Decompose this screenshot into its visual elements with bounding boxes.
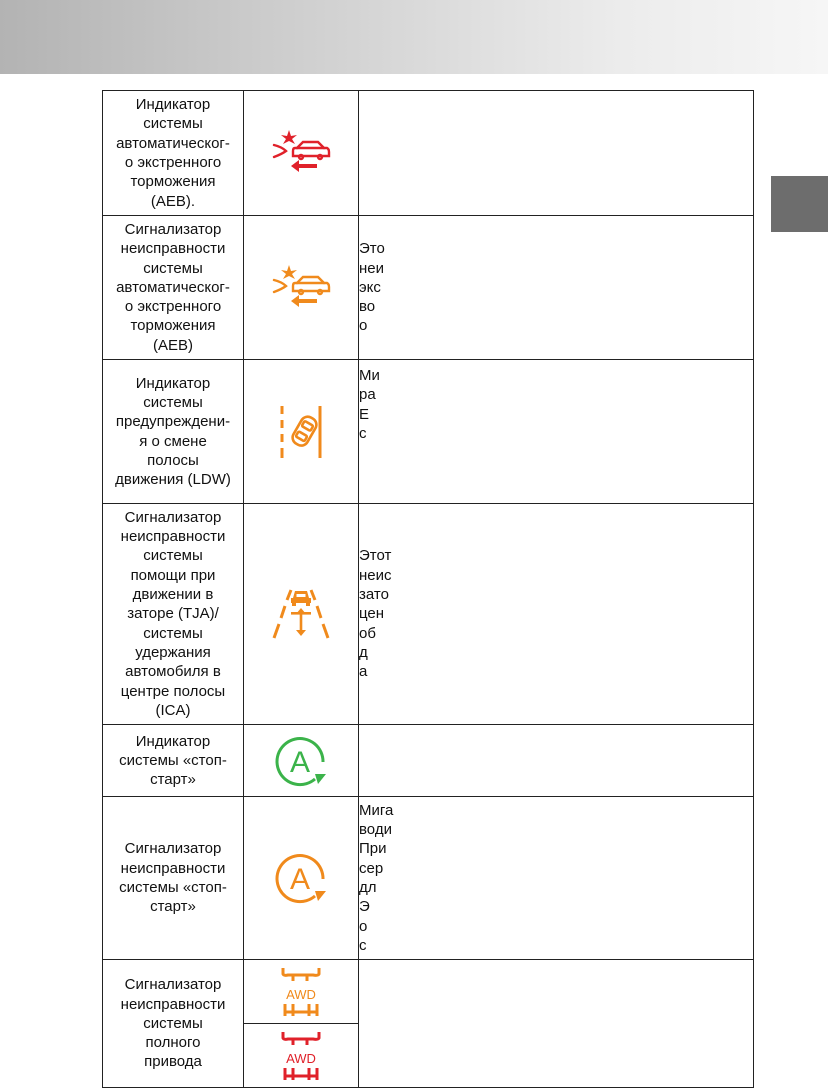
name-line: полного [145, 1034, 201, 1052]
aeb-orange-icon [269, 263, 333, 313]
name-line: автоматическог- [116, 134, 230, 152]
indicator-icon-cell [244, 960, 359, 1024]
name-line: Индикатор [135, 374, 211, 392]
desc-line: Это [359, 240, 385, 258]
desc-line: води [359, 821, 392, 839]
desc-line: об [359, 624, 376, 642]
indicator-name-cell [103, 216, 244, 360]
name-line: помощи при [130, 566, 216, 584]
indicator-icon-cell [244, 725, 359, 797]
desc-line: цен [359, 605, 385, 623]
indicator-description-cell [359, 504, 754, 725]
indicator-description-cell [359, 797, 754, 960]
table-row [103, 504, 754, 725]
name-line: привода [144, 1053, 202, 1071]
indicator-description-cell [359, 725, 754, 797]
desc-line: экс [359, 278, 381, 296]
name-line: автомобиля в [125, 663, 221, 681]
indicator-description-cell [359, 216, 754, 360]
name-line: старт» [150, 771, 196, 789]
desc-line: с [359, 424, 367, 442]
indicator-name-cell [103, 725, 244, 797]
name-line: Индикатор [135, 96, 211, 114]
indicator-name-cell [103, 960, 244, 1088]
tja-ica-icon [271, 586, 331, 642]
desc-line: Э [359, 898, 370, 916]
svg-text:A: A [289, 745, 311, 779]
name-line: (AEB). [150, 192, 196, 210]
name-line: удержания [135, 643, 211, 661]
name-line: движении в [132, 586, 214, 604]
name-line: системы [143, 547, 203, 565]
indicator-icon-cell [244, 360, 359, 504]
desc-line: с [359, 936, 367, 954]
name-line: системы «стоп- [119, 879, 227, 896]
indicator-description-cell [359, 91, 754, 216]
name-line: старт» [150, 898, 196, 916]
name-line: Сигнализатор [124, 840, 222, 858]
svg-text:A: A [289, 863, 311, 896]
name-line: полосы [147, 451, 199, 469]
desc-line: о [359, 317, 368, 335]
auto-stop-start-orange-icon [271, 849, 331, 907]
name-line: системы [143, 393, 203, 411]
name-line: центре полосы [120, 682, 226, 700]
desc-line: неи [359, 259, 385, 277]
name-line: системы «стоп- [119, 751, 227, 769]
name-line: Сигнализатор [124, 508, 222, 526]
indicator-name-cell [103, 797, 244, 960]
table-row [103, 960, 754, 1024]
desc-line: неис [359, 566, 392, 584]
table-row [103, 216, 754, 360]
desc-line: д [359, 643, 368, 661]
name-line: заторе (TJA)/ [127, 605, 219, 623]
indicator-name-cell [103, 360, 244, 504]
name-line: неисправности [120, 528, 226, 546]
auto-stop-start-green-icon [271, 732, 331, 790]
name-line: я о смене [139, 432, 207, 450]
name-line: системы [143, 259, 203, 277]
indicator-icon-cell [244, 504, 359, 725]
indicator-icon-cell [244, 216, 359, 360]
desc-line: сер [359, 859, 384, 877]
awd-orange-icon [279, 964, 323, 1020]
name-line: системы [143, 1014, 203, 1032]
indicator-name-cell [103, 504, 244, 725]
desc-line: во [359, 298, 376, 316]
chapter-side-tab [771, 176, 828, 232]
name-line: неисправности [120, 995, 226, 1013]
name-line: неисправности [120, 240, 226, 258]
name-line: торможения [130, 317, 216, 335]
name-line: автоматическог- [116, 278, 230, 296]
indicator-icon-cell [244, 797, 359, 960]
name-line: о экстренного [124, 298, 222, 316]
desc-line: Е [359, 405, 370, 423]
desc-line: зато [359, 586, 389, 604]
name-line: Сигнализатор [124, 220, 222, 238]
name-line: системы [143, 115, 203, 133]
name-line: движения (LDW) [115, 471, 231, 489]
table-row [103, 797, 754, 960]
name-line: (ICA) [155, 701, 191, 719]
indicator-description-cell [359, 360, 754, 504]
table-row [103, 725, 754, 797]
desc-line: дл [359, 879, 377, 896]
name-line: системы [143, 624, 203, 642]
name-line: торможения [130, 173, 216, 191]
name-line: неисправности [120, 859, 226, 877]
desc-line: Ми [359, 367, 380, 384]
indicator-name-cell [103, 91, 244, 216]
desc-line: Этот [359, 547, 392, 565]
indicator-icon-cell [244, 1024, 359, 1088]
awd-label: AWD [286, 986, 316, 1002]
indicator-description-cell [359, 960, 754, 1088]
aeb-red-icon [269, 128, 333, 178]
desc-line: При [359, 840, 387, 858]
ldw-icon [276, 404, 326, 460]
table-row [103, 360, 754, 504]
table-row [103, 91, 754, 216]
awd-red-icon [279, 1028, 323, 1084]
desc-line: о [359, 917, 368, 935]
awd-label: AWD [286, 1050, 316, 1066]
name-line: (AEB) [152, 336, 193, 354]
name-line: предупреждени- [115, 413, 231, 431]
name-line: Сигнализатор [124, 976, 222, 994]
name-line: о экстренного [124, 154, 222, 171]
desc-line: а [359, 663, 368, 681]
indicator-table [102, 90, 754, 1088]
indicator-icon-cell [244, 91, 359, 216]
page-header-band [0, 0, 828, 74]
name-line: Индикатор [135, 732, 211, 750]
desc-line: Мига [359, 801, 394, 819]
desc-line: ра [359, 386, 376, 404]
